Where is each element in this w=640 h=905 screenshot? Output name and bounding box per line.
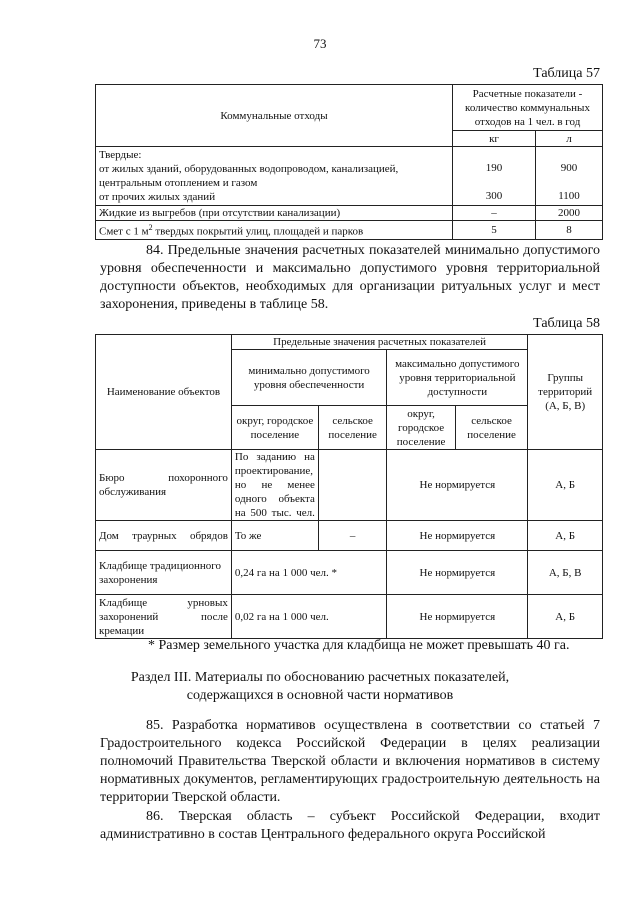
table-row xyxy=(96,551,603,595)
t57-row-kg: 190 xyxy=(485,162,503,174)
page-number: 73 xyxy=(313,36,327,51)
table-58 xyxy=(95,334,603,639)
t58-header-min: минимально допустимого уровня обеспеченности xyxy=(231,350,386,406)
table57-caption: Таблица 57 xyxy=(533,66,600,81)
t57-row-kg: – xyxy=(453,206,536,221)
table-row xyxy=(96,221,603,240)
t58-header-name: Наименование объектов xyxy=(96,335,232,450)
t57-row-l: 8 xyxy=(536,221,603,240)
t57-header-waste: Коммунальные отходы xyxy=(96,85,453,147)
t58-header-urban: округ, городское поселение xyxy=(231,406,318,450)
t58-row-urban: По заданию на проектирование, но не менее одного объекта на 500 тыс. чел. xyxy=(231,450,318,521)
t58-row-groups: А, Б xyxy=(528,521,603,551)
t57-row-label: Смет с 1 $м^2$ твердых покрытий улиц, площадей и парков xyxy=(96,221,453,240)
table-row xyxy=(96,595,603,639)
t58-row-access: Не нормируется xyxy=(387,521,528,551)
t58-row-access: Не нормируется xyxy=(387,450,528,521)
t58-row-name: Кладбище урновых захоронений после кремации xyxy=(96,595,232,639)
t58-header-max: максимально допустимого уровня территориальной доступности xyxy=(387,350,528,406)
table-row xyxy=(96,206,603,221)
t58-row-urban: 0,02 га на 1 000 чел. xyxy=(231,595,386,639)
table-row xyxy=(96,450,603,521)
paragraph-85: 85. Разработка нормативов осуществлена в соответствии со статьей 7 Градостроительного кодекса Российской Федерации в целях реализации полномочий Правительства Тверской области и включения нормативов в систему нормативных документов, регламентирующих градостроительную деятельность на территории Тверской области. xyxy=(100,718,600,805)
t58-row-rural: – xyxy=(318,521,386,551)
t58-row-groups: А, Б xyxy=(528,595,603,639)
t57-row-label: от жилых зданий, оборудованных водопроводом, канализацией, центральным отоплением и газом xyxy=(99,163,399,189)
t58-header-rural-2: сельское поселение xyxy=(455,406,528,450)
t58-header-groups: Группы территорий (А, Б, В) xyxy=(528,335,603,450)
section-heading-line1: Раздел III. Материалы по обоснованию расчетных показателей, xyxy=(130,670,510,685)
t58-row-access: Не нормируется xyxy=(387,595,528,639)
t57-unit-l: л xyxy=(536,131,603,147)
t57-header-indicator: Расчетные показатели - количество коммунальных отходов на 1 чел. в год xyxy=(453,85,603,131)
t57-solid-l xyxy=(536,147,603,206)
section-heading-line2: содержащихся в основной части нормативов xyxy=(186,688,454,703)
t58-row-name: Кладбище традиционного захоронения xyxy=(96,551,232,595)
table-row xyxy=(96,521,603,551)
t57-solid-cell xyxy=(96,147,453,206)
t57-row-kg: 300 xyxy=(485,190,503,202)
t58-row-name: Дом траурных обрядов xyxy=(96,521,232,551)
t57-row-l: 900 xyxy=(560,162,578,174)
t58-row-groups: А, Б xyxy=(528,450,603,521)
t58-row-urban: 0,24 га на 1 000 чел. * xyxy=(231,551,386,595)
t57-row-label: Твердые: xyxy=(99,149,142,161)
paragraph-84: 84. Предельные значения расчетных показателей минимально допустимого уровня обеспеченности и максимально допустимого уровня территориальной доступности объектов, необходимых для организации ритуальных услуг и мест захоронения, приведены в таблице 58. xyxy=(100,243,600,312)
t57-row-label: от прочих жилых зданий xyxy=(99,191,216,203)
footnote: * Размер земельного участка для кладбища не может превышать 40 га. xyxy=(148,638,570,653)
table-57 xyxy=(95,84,603,240)
t58-header-limits: Предельные значения расчетных показателей xyxy=(231,335,527,350)
t57-unit-kg: кг xyxy=(453,131,536,147)
t58-row-name: Бюро похоронного обслуживания xyxy=(96,450,232,521)
t58-header-rural: сельское поселение xyxy=(318,406,386,450)
paragraph-86: 86. Тверская область – субъект Российской Федерации, входит административно в состав Центрального федерального округа Российской xyxy=(100,809,600,842)
table58-caption: Таблица 58 xyxy=(533,316,600,331)
t58-row-rural xyxy=(318,450,386,521)
t58-row-groups: А, Б, В xyxy=(528,551,603,595)
t57-solid-kg xyxy=(453,147,536,206)
t57-row-label: Жидкие из выгребов (при отсутствии канализации) xyxy=(96,206,453,221)
t58-row-urban: То же xyxy=(231,521,318,551)
t57-row-l: 1100 xyxy=(558,190,580,202)
t57-row-l: 2000 xyxy=(536,206,603,221)
t57-row-kg: 5 xyxy=(453,221,536,240)
t58-header-urban-2: округ, городское поселение xyxy=(387,406,455,450)
t58-row-access: Не нормируется xyxy=(387,551,528,595)
